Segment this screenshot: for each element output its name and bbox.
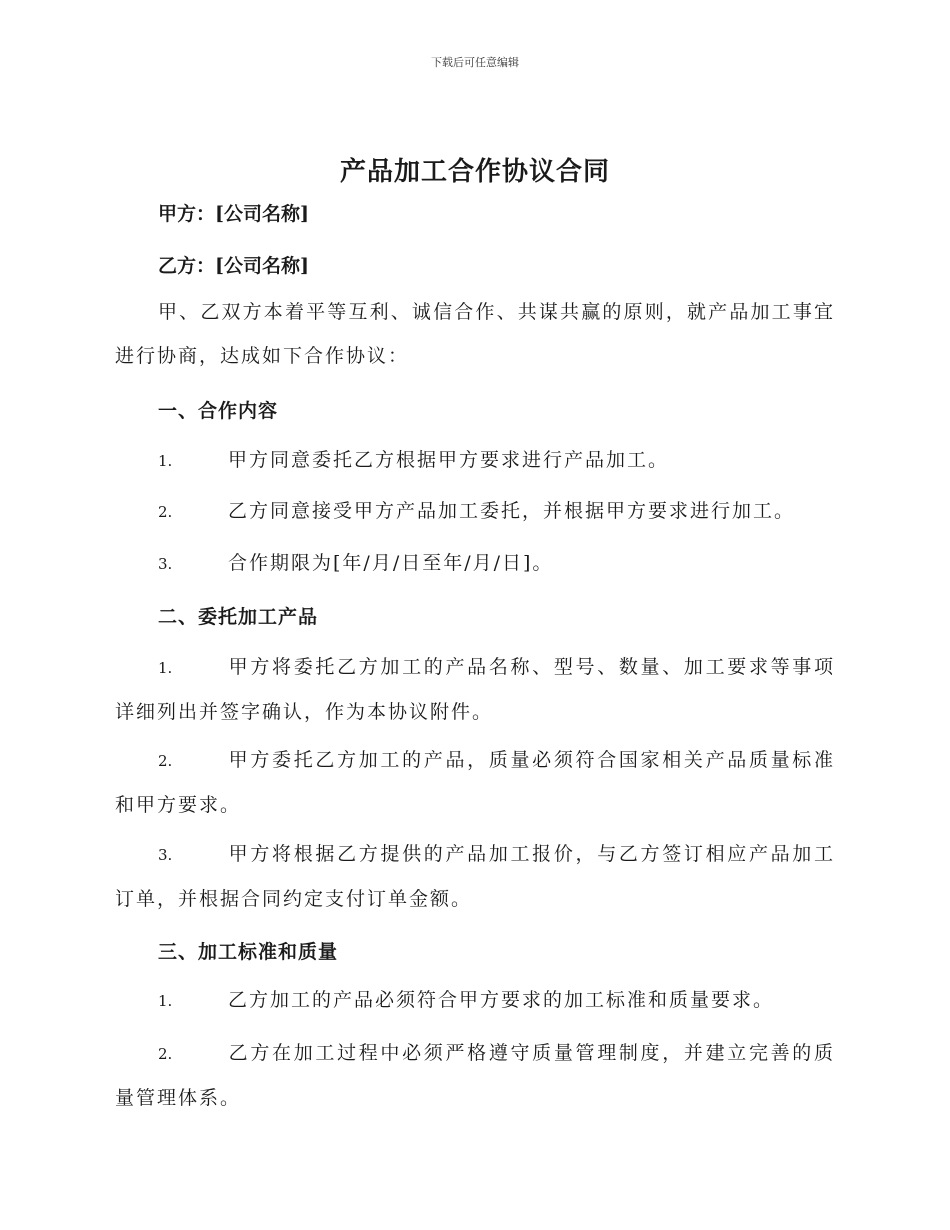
page-header-note: 下载后可任意编辑: [431, 56, 519, 69]
clause-text: 合作期限为[年/月/日至年/月/日]。: [228, 552, 554, 574]
party-a-line: 甲方：[公司名称]: [158, 203, 309, 225]
clause-number: 3.: [158, 846, 173, 864]
section-heading: 三、加工标准和质量: [158, 941, 339, 963]
clause-text: 乙方在加工过程中必须严格遵守质量管理制度，并建立完善的质量管理体系。: [115, 1042, 835, 1109]
clause-text: 甲方委托乙方加工的产品，质量必须符合国家相关产品质量标准和甲方要求。: [115, 749, 835, 816]
clause-item: [115, 438, 835, 483]
clause-number: 1.: [158, 659, 173, 677]
clause-item: [115, 645, 835, 734]
clause-text: 甲方同意委托乙方根据甲方要求进行产品加工。: [228, 449, 670, 471]
clause-text: 乙方同意接受甲方产品加工委托，并根据甲方要求进行加工。: [228, 500, 796, 522]
clause-number: 2.: [158, 1045, 173, 1063]
clause-item: [115, 1031, 835, 1120]
clause-number: 2.: [158, 503, 173, 521]
clause-text: 乙方加工的产品必须符合甲方要求的加工标准和质量要求。: [228, 989, 775, 1011]
section-heading: 二、委托加工产品: [158, 606, 319, 628]
clause-item: [115, 832, 835, 921]
clause-item: [115, 489, 835, 534]
clause-item: [115, 738, 835, 827]
clause-text: 甲方将委托乙方加工的产品名称、型号、数量、加工要求等事项详细列出并签字确认，作为本协议附件。: [115, 656, 835, 723]
clause-number: 1.: [158, 452, 173, 470]
clause-number: 1.: [158, 992, 173, 1010]
intro-paragraph: [115, 290, 835, 378]
clause-number: 2.: [158, 752, 173, 770]
clause-item: [115, 978, 835, 1023]
clause-item: [115, 541, 835, 586]
section-heading: 一、合作内容: [158, 400, 279, 422]
document-title: 产品加工合作协议合同: [339, 157, 610, 187]
clause-number: 3.: [158, 555, 173, 573]
clause-text: 甲方将根据乙方提供的产品加工报价，与乙方签订相应产品加工订单，并根据合同约定支付订单金额。: [115, 843, 835, 910]
intro-text: 甲、乙双方本着平等互利、诚信合作、共谋共赢的原则，就产品加工事宜进行协商，达成如下合作协议：: [115, 301, 835, 367]
party-b-line: 乙方：[公司名称]: [158, 255, 309, 277]
